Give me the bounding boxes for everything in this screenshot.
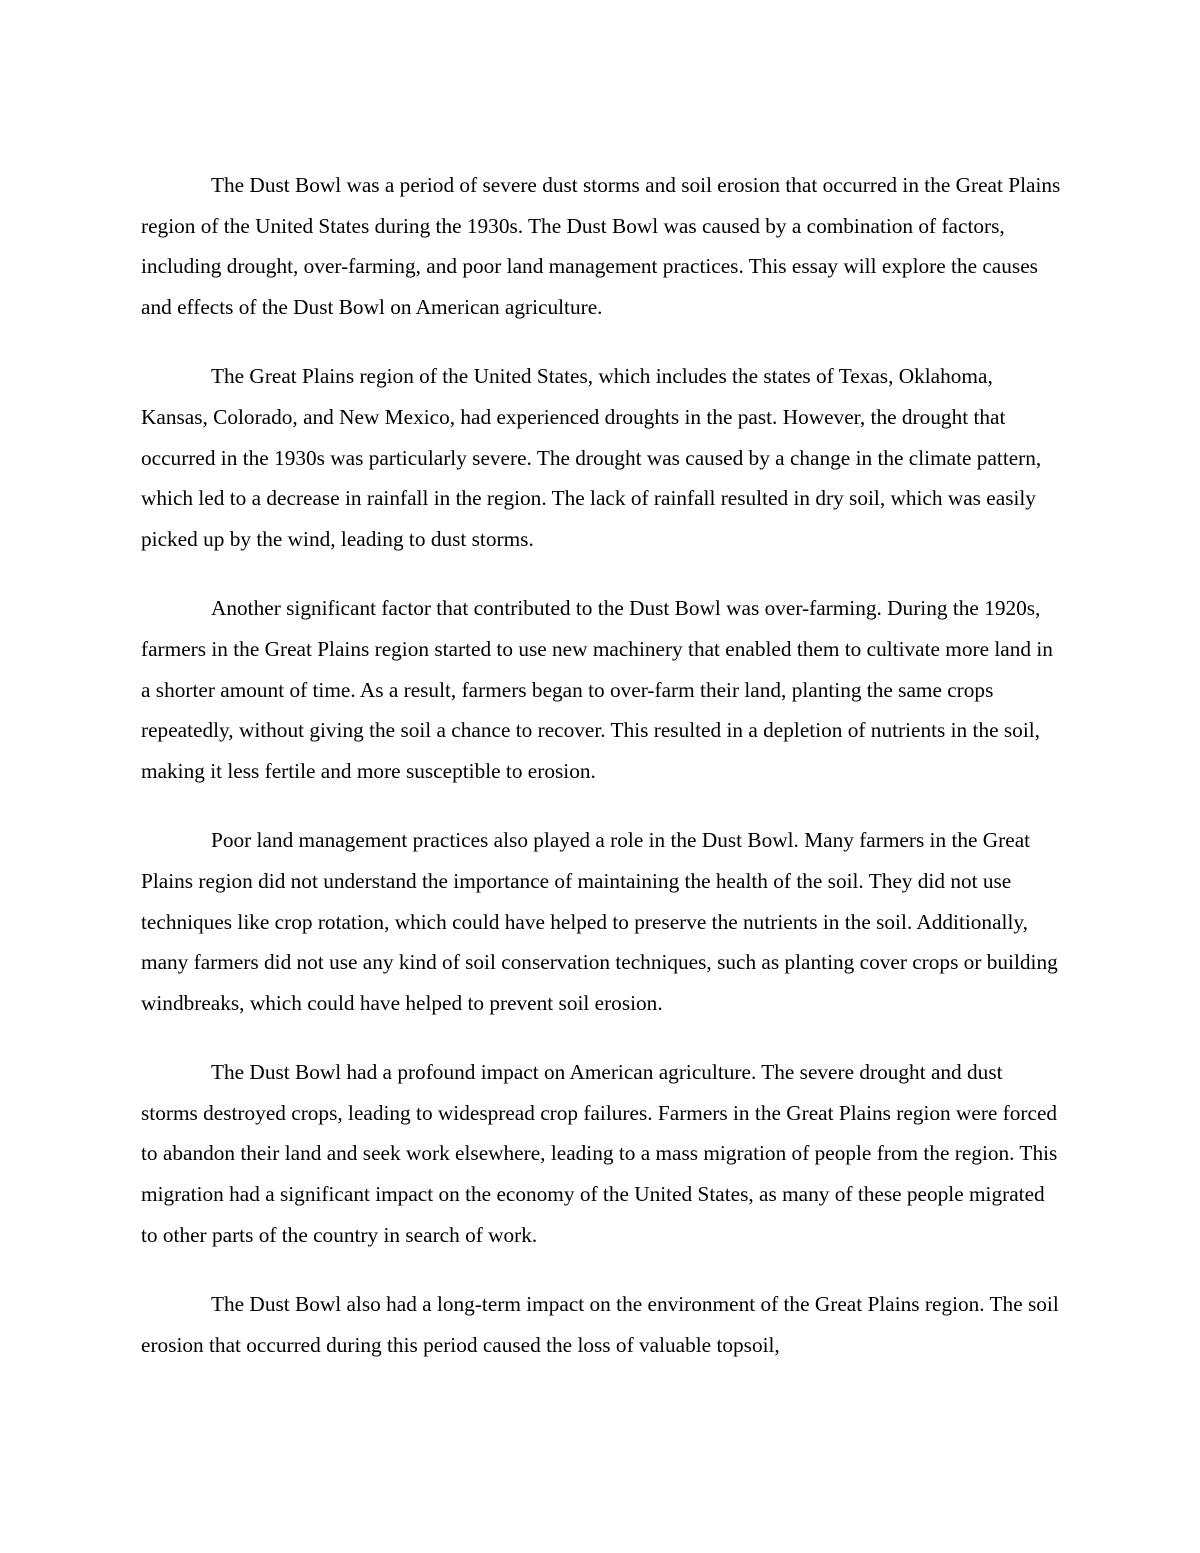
paragraph-environment-impact: The Dust Bowl also had a long-term impact on the environment of the Great Plains region. The soil erosion that occurred during this period caused the loss of valuable topsoil,: [141, 1292, 1059, 1357]
paragraph-over-farming: Another significant factor that contributed to the Dust Bowl was over-farming. During the 1920s, farmers in the Great Plains region started to use new machinery that enabled them to cultivate more land in a shorter amount of time. As a result, farmers began to over-farm their land, planting the same crops repeatedly, without giving the soil a chance to recover. This resulted in a depletion of nutrients in the soil, making it less fertile and more susceptible to erosion.: [141, 596, 1053, 783]
paragraph-drought: The Great Plains region of the United States, which includes the states of Texas, Oklahoma, Kansas, Colorado, and New Mexico, had experienced droughts in the past. However, the drought that occurred in the 1930s was particularly severe. The drought was caused by a change in the climate pattern, which led to a decrease in rainfall in the region. The lack of rainfall resulted in dry soil, which was easily picked up by the wind, leading to dust storms.: [141, 364, 1042, 551]
essay-body: [141, 165, 1063, 1394]
paragraph-agriculture-impact: The Dust Bowl had a profound impact on American agriculture. The severe drought and dust storms destroyed crops, leading to widespread crop failures. Farmers in the Great Plains region were forced to abandon their land and seek work elsewhere, leading to a mass migration of people from the region. This migration had a significant impact on the economy of the United States, as many of these people migrated to other parts of the country in search of work.: [141, 1060, 1058, 1247]
paragraph-land-management: Poor land management practices also played a role in the Dust Bowl. Many farmers in the Great Plains region did not understand the importance of maintaining the health of the soil. They did not use techniques like crop rotation, which could have helped to preserve the nutrients in the soil. Additionally, many farmers did not use any kind of soil conservation techniques, such as planting cover crops or building windbreaks, which could have helped to prevent soil erosion.: [141, 828, 1058, 1015]
paragraph-introduction: The Dust Bowl was a period of severe dust storms and soil erosion that occurred in the Great Plains region of the United States during the 1930s. The Dust Bowl was caused by a combination of factors, including drought, over-farming, and poor land management practices. This essay will explore the causes and effects of the Dust Bowl on American agriculture.: [141, 173, 1061, 319]
